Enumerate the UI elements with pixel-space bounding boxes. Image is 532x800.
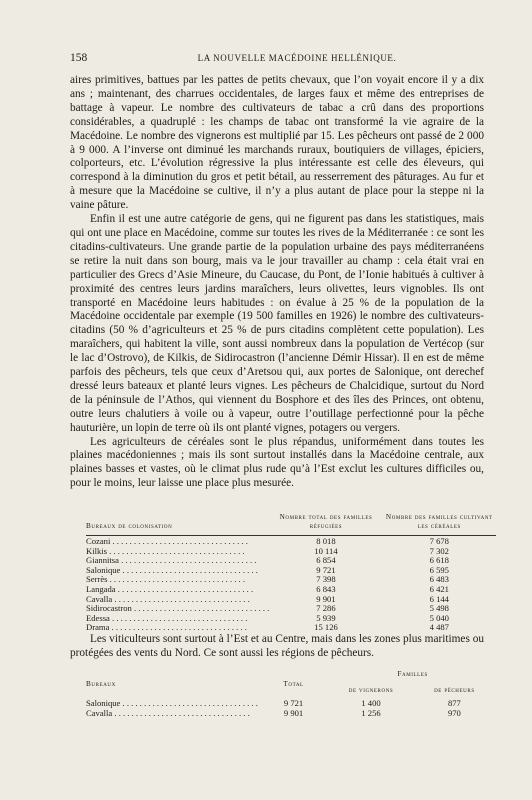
dot-leader: . . . . . . . . . . . . . . . . . . . . . . . . . . . . . . . . bbox=[131, 604, 270, 614]
bureau-cell bbox=[86, 547, 269, 557]
running-title: LA NOUVELLE MACÉDOINE HELLÉNIQUE. bbox=[197, 53, 397, 63]
total-families-cell: 9 721 bbox=[316, 564, 336, 575]
vignerons-cell: 1 400 bbox=[361, 698, 381, 708]
bureau-cell bbox=[86, 537, 269, 547]
dot-leader: . . . . . . . . . . . . . . . . . . . . . . . . . . . . . . . . bbox=[115, 584, 254, 594]
cereal-families-cell: 7 302 bbox=[429, 545, 449, 556]
bureau-cell bbox=[86, 575, 269, 585]
bureau-name: Cozani bbox=[86, 537, 111, 546]
vignerons-table-body bbox=[86, 699, 496, 719]
pecheurs-cell: 877 bbox=[447, 698, 461, 708]
bureau-name: Giannitsa bbox=[86, 556, 119, 566]
bureau-name: Drama bbox=[86, 623, 110, 633]
total-cell: 9 721 bbox=[283, 698, 304, 708]
total-families-cell: 5 939 bbox=[316, 612, 336, 623]
cereal-families-cell: 6 483 bbox=[429, 574, 449, 585]
colonisation-table-body bbox=[86, 537, 496, 633]
bureau-name: Edessa bbox=[86, 613, 110, 623]
viticulteurs-text bbox=[70, 633, 484, 661]
dot-leader: . . . . . . . . . . . . . . . . . . . . . . . . . . . . . . . . bbox=[120, 699, 258, 708]
cereal-families-cell: 5 040 bbox=[429, 612, 449, 623]
page-number: 158 bbox=[70, 52, 88, 64]
total-families-cell: 7 286 bbox=[316, 603, 336, 614]
paragraph-1: aires primitives, battues par les pattes de petits chevaux, que l’on voyait encore il y a dix ans ; maintenant, des charrues occidentales, de larges faux et même des entreprises de battage à vapeur. Le nombre des cultivateurs de tabac a crû dans des proportions considérables, a quadruplé : les champs de tabac ont transformé la vie agraire de la Macédoine. Le nombre des vignerons est multiplié par 15. Les pêcheurs ont passé de 2 000 à 9 000. A l’inverse ont diminué les marchands ruraux, boutiquiers de villages, épiciers, colporteurs, etc. L’évolution régressive la plus intéressante est celle des éleveurs, qui correspond à la diminution du gros et petit bétail, au resserrement des pâturages. Au fur et à mesure que la Macédoine se cultive, il n’y a plus autant de place pour la steppe ni la vaine pâture. bbox=[70, 74, 484, 212]
bureau-name: Kilkis bbox=[86, 546, 108, 556]
paragraph-4: Les viticulteurs sont surtout à l’Est et au Centre, mais dans les zones plus maritimes ou protégées des vents du Nord. Ce sont aussi les régions de pêcheurs. bbox=[70, 633, 484, 659]
cereal-families-cell: 6 595 bbox=[429, 564, 449, 575]
dot-leader: . . . . . . . . . . . . . . . . . . . . . . . . . . . . . . . . bbox=[112, 708, 250, 718]
col-header-vignerons: de vignerons bbox=[348, 686, 394, 694]
total-families-cell: 9 901 bbox=[316, 593, 336, 604]
dot-leader: . . . . . . . . . . . . . . . . . . . . . . . . . . . . . . . . bbox=[107, 546, 245, 556]
cereal-families-cell: 7 678 bbox=[429, 536, 449, 546]
col-header-total: Nombre total des familles réfugiées bbox=[279, 513, 373, 530]
col-header-bureaux: Bureaux bbox=[86, 680, 116, 688]
bureau-name: Salonique bbox=[86, 565, 121, 575]
running-header bbox=[70, 52, 484, 66]
bureau-cell bbox=[86, 623, 269, 633]
cereal-families-cell: 6 421 bbox=[429, 583, 449, 594]
dot-leader: . . . . . . . . . . . . . . . . . . . . . . . . . . . . . . . . bbox=[112, 594, 250, 604]
bureau-cell bbox=[86, 709, 258, 719]
total-families-cell: 10 114 bbox=[314, 545, 338, 556]
total-cell: 9 901 bbox=[283, 707, 304, 718]
cereal-families-cell: 6 144 bbox=[429, 593, 449, 604]
col-header-familles: Familles bbox=[397, 670, 428, 678]
bureau-name: Langada bbox=[86, 584, 116, 594]
col-header-total: Total bbox=[283, 680, 304, 688]
dot-leader: . . . . . . . . . . . . . . . . . . . . . . . . . . . . . . . . bbox=[109, 613, 248, 623]
bureau-cell bbox=[86, 585, 269, 595]
bureau-name: Cavalla bbox=[86, 708, 113, 718]
bureau-cell bbox=[86, 566, 269, 576]
bureau-cell bbox=[86, 556, 269, 566]
total-families-cell: 6 843 bbox=[316, 583, 336, 594]
dot-leader: . . . . . . . . . . . . . . . . . . . . . . . . . . . . . . . . bbox=[109, 623, 247, 633]
dot-leader: . . . . . . . . . . . . . . . . . . . . . . . . . . . . . . . . bbox=[118, 556, 257, 566]
vignerons-table bbox=[86, 670, 496, 719]
col-header-cereales: Nombre des familles cultivant les céréales bbox=[385, 513, 493, 530]
cereal-families-cell: 5 498 bbox=[429, 603, 449, 614]
pecheurs-cell: 970 bbox=[447, 707, 461, 718]
bureau-name: Salonique bbox=[86, 699, 121, 708]
total-families-cell: 15 126 bbox=[314, 622, 338, 633]
bureau-cell bbox=[86, 595, 269, 605]
total-families-cell: 8 018 bbox=[316, 536, 336, 546]
cereal-families-cell: 6 618 bbox=[429, 555, 449, 566]
col-header-pecheurs: de pêcheurs bbox=[434, 686, 475, 694]
main-text bbox=[70, 74, 484, 491]
bureau-cell bbox=[86, 699, 258, 709]
cereal-families-cell: 4 487 bbox=[429, 622, 449, 633]
bureau-name: Sidirocastron bbox=[86, 604, 132, 614]
vignerons-cell: 1 256 bbox=[361, 707, 381, 718]
colonisation-table bbox=[86, 513, 496, 633]
dot-leader: . . . . . . . . . . . . . . . . . . . . . . . . . . . . . . . . bbox=[110, 537, 248, 546]
table-row bbox=[86, 709, 496, 719]
paragraph-2: Enfin il est une autre catégorie de gens, qui ne figurent pas dans les statistiques, mais qui ont une place en Macédoine, comme sur toutes les rives de la Méditerranée : ce sont les citadins-cultivateurs. Une grande partie de la population urbaine des pays méditerranéens se retire la nuit dans son bourg, mais va le jour travailler au champ : cela était vrai en particulier des Grecs d’Asie Mineure, du Caucase, du Pont, de l’Ionie habitués à cultiver à proximité des centres leurs jardins maraîchers, leurs olivettes, leurs vignobles. Ils ont transporté en Macédoine leurs habitudes : on évalue à 25 % de la population de la Macédoine occidentale par exemple (19 500 familles en 1926) le nombre des cultivateurs-citadins (50 % d’agriculteurs et 25 % de purs citadins complètent cette population). Les maraîchers, qui habitent la ville, sont aussi nombreux dans la population de Vertécop (sur le lac d’Ostrovo), de Kilkis, de Sidirocastron (l’ancienne Démir Hissar). Il en est de même parfois des pêcheurs, tels que ceux d’Aretsou qui, aux portes de Salonique, ont derechef dressé leurs bateaux et planté leurs vignes. Les pêcheurs de Chalcidique, surtout du Nord de la péninsule de l’Athos, qui viennent du Bosphore et des îles des Princes, ont obtenu, outre leurs chalutiers à voile ou à vapeur, outre l’outillage perfectionné pour la pêche hauturière, un lopin de terre où ils ont planté vignes, potagers ou vergers. bbox=[70, 213, 484, 434]
col-header-bureau: Bureaux de colonisation bbox=[86, 522, 173, 530]
total-families-cell: 7 398 bbox=[316, 574, 336, 585]
bureau-name: Cavalla bbox=[86, 594, 113, 604]
bureau-cell bbox=[86, 614, 269, 624]
bureau-name: Serrès bbox=[86, 575, 108, 585]
paragraph-3: Les agriculteurs de céréales sont le plus répandus, uniformément dans toutes les plaines macédoniennes ; mais ils sont surtout installés dans la Macédoine centrale, aux plaines basses et vastes, où le climat plus rude qu’à l’Est exclut les cultures difficiles ou, pour le moins, leur laisse une place plus mesurée. bbox=[70, 435, 484, 490]
dot-leader: . . . . . . . . . . . . . . . . . . . . . . . . . . . . . . . . bbox=[120, 565, 258, 575]
total-families-cell: 6 854 bbox=[316, 555, 336, 566]
bureau-cell bbox=[86, 604, 269, 614]
table-row bbox=[86, 623, 496, 633]
dot-leader: . . . . . . . . . . . . . . . . . . . . . . . . . . . . . . . . bbox=[107, 575, 245, 585]
